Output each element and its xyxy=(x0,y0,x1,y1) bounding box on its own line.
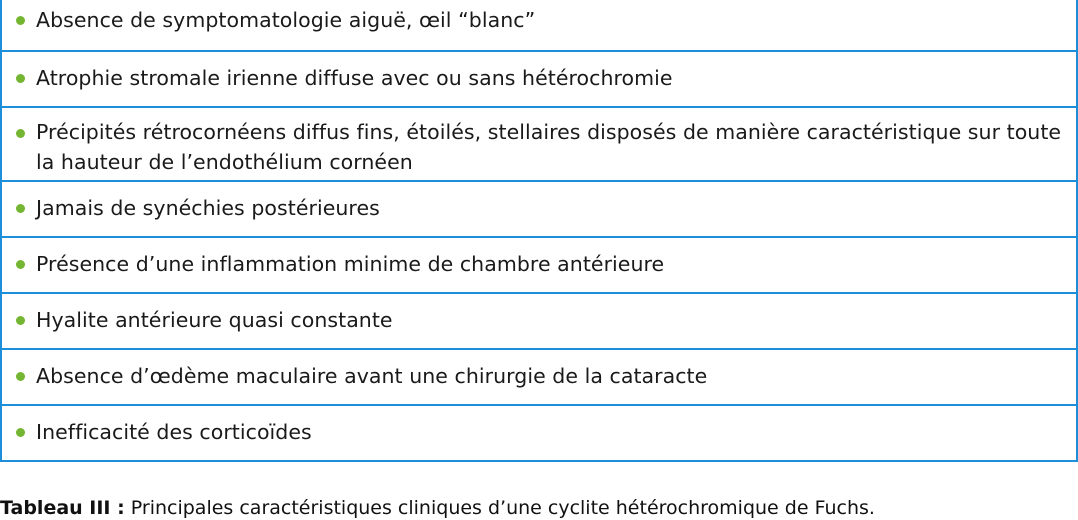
bullet-icon xyxy=(16,74,25,83)
table-row xyxy=(2,236,1076,292)
bullet-icon xyxy=(16,316,25,325)
table-row xyxy=(2,404,1076,460)
bullet-icon xyxy=(16,16,25,25)
row-text: Hyalite antérieure quasi constante xyxy=(36,308,393,332)
table-row xyxy=(2,180,1076,236)
row-text: Absence d’œdème maculaire avant une chirurgie de la cataracte xyxy=(36,364,708,388)
bullet-icon xyxy=(16,428,25,437)
table-row xyxy=(2,348,1076,404)
row-text: Absence de symptomatologie aiguë, œil “blanc” xyxy=(36,8,536,32)
bullet-icon xyxy=(16,204,25,213)
row-text: Présence d’une inflammation minime de chambre antérieure xyxy=(36,252,665,276)
caption-text: Principales caractéristiques cliniques d’une cyclite hétérochromique de Fuchs. xyxy=(124,497,875,519)
table-row xyxy=(2,106,1076,180)
bullet-icon xyxy=(16,260,25,269)
table-row xyxy=(2,50,1076,106)
table-row xyxy=(2,0,1076,50)
row-text: Jamais de synéchies postérieures xyxy=(36,196,380,220)
table-caption xyxy=(0,496,875,520)
caption-label: Tableau III : xyxy=(0,497,125,519)
bullet-icon xyxy=(16,129,25,138)
bullet-icon xyxy=(16,372,25,381)
row-text: Précipités rétrocornéens diffus fins, étoilés, stellaires disposés de manière caractéristique sur toute la hauteur de l’endothélium cornéen xyxy=(36,120,1062,174)
row-text: Atrophie stromale irienne diffuse avec ou sans hétérochromie xyxy=(36,66,673,90)
table-row xyxy=(2,292,1076,348)
row-text: Inefficacité des corticoïdes xyxy=(36,420,312,444)
